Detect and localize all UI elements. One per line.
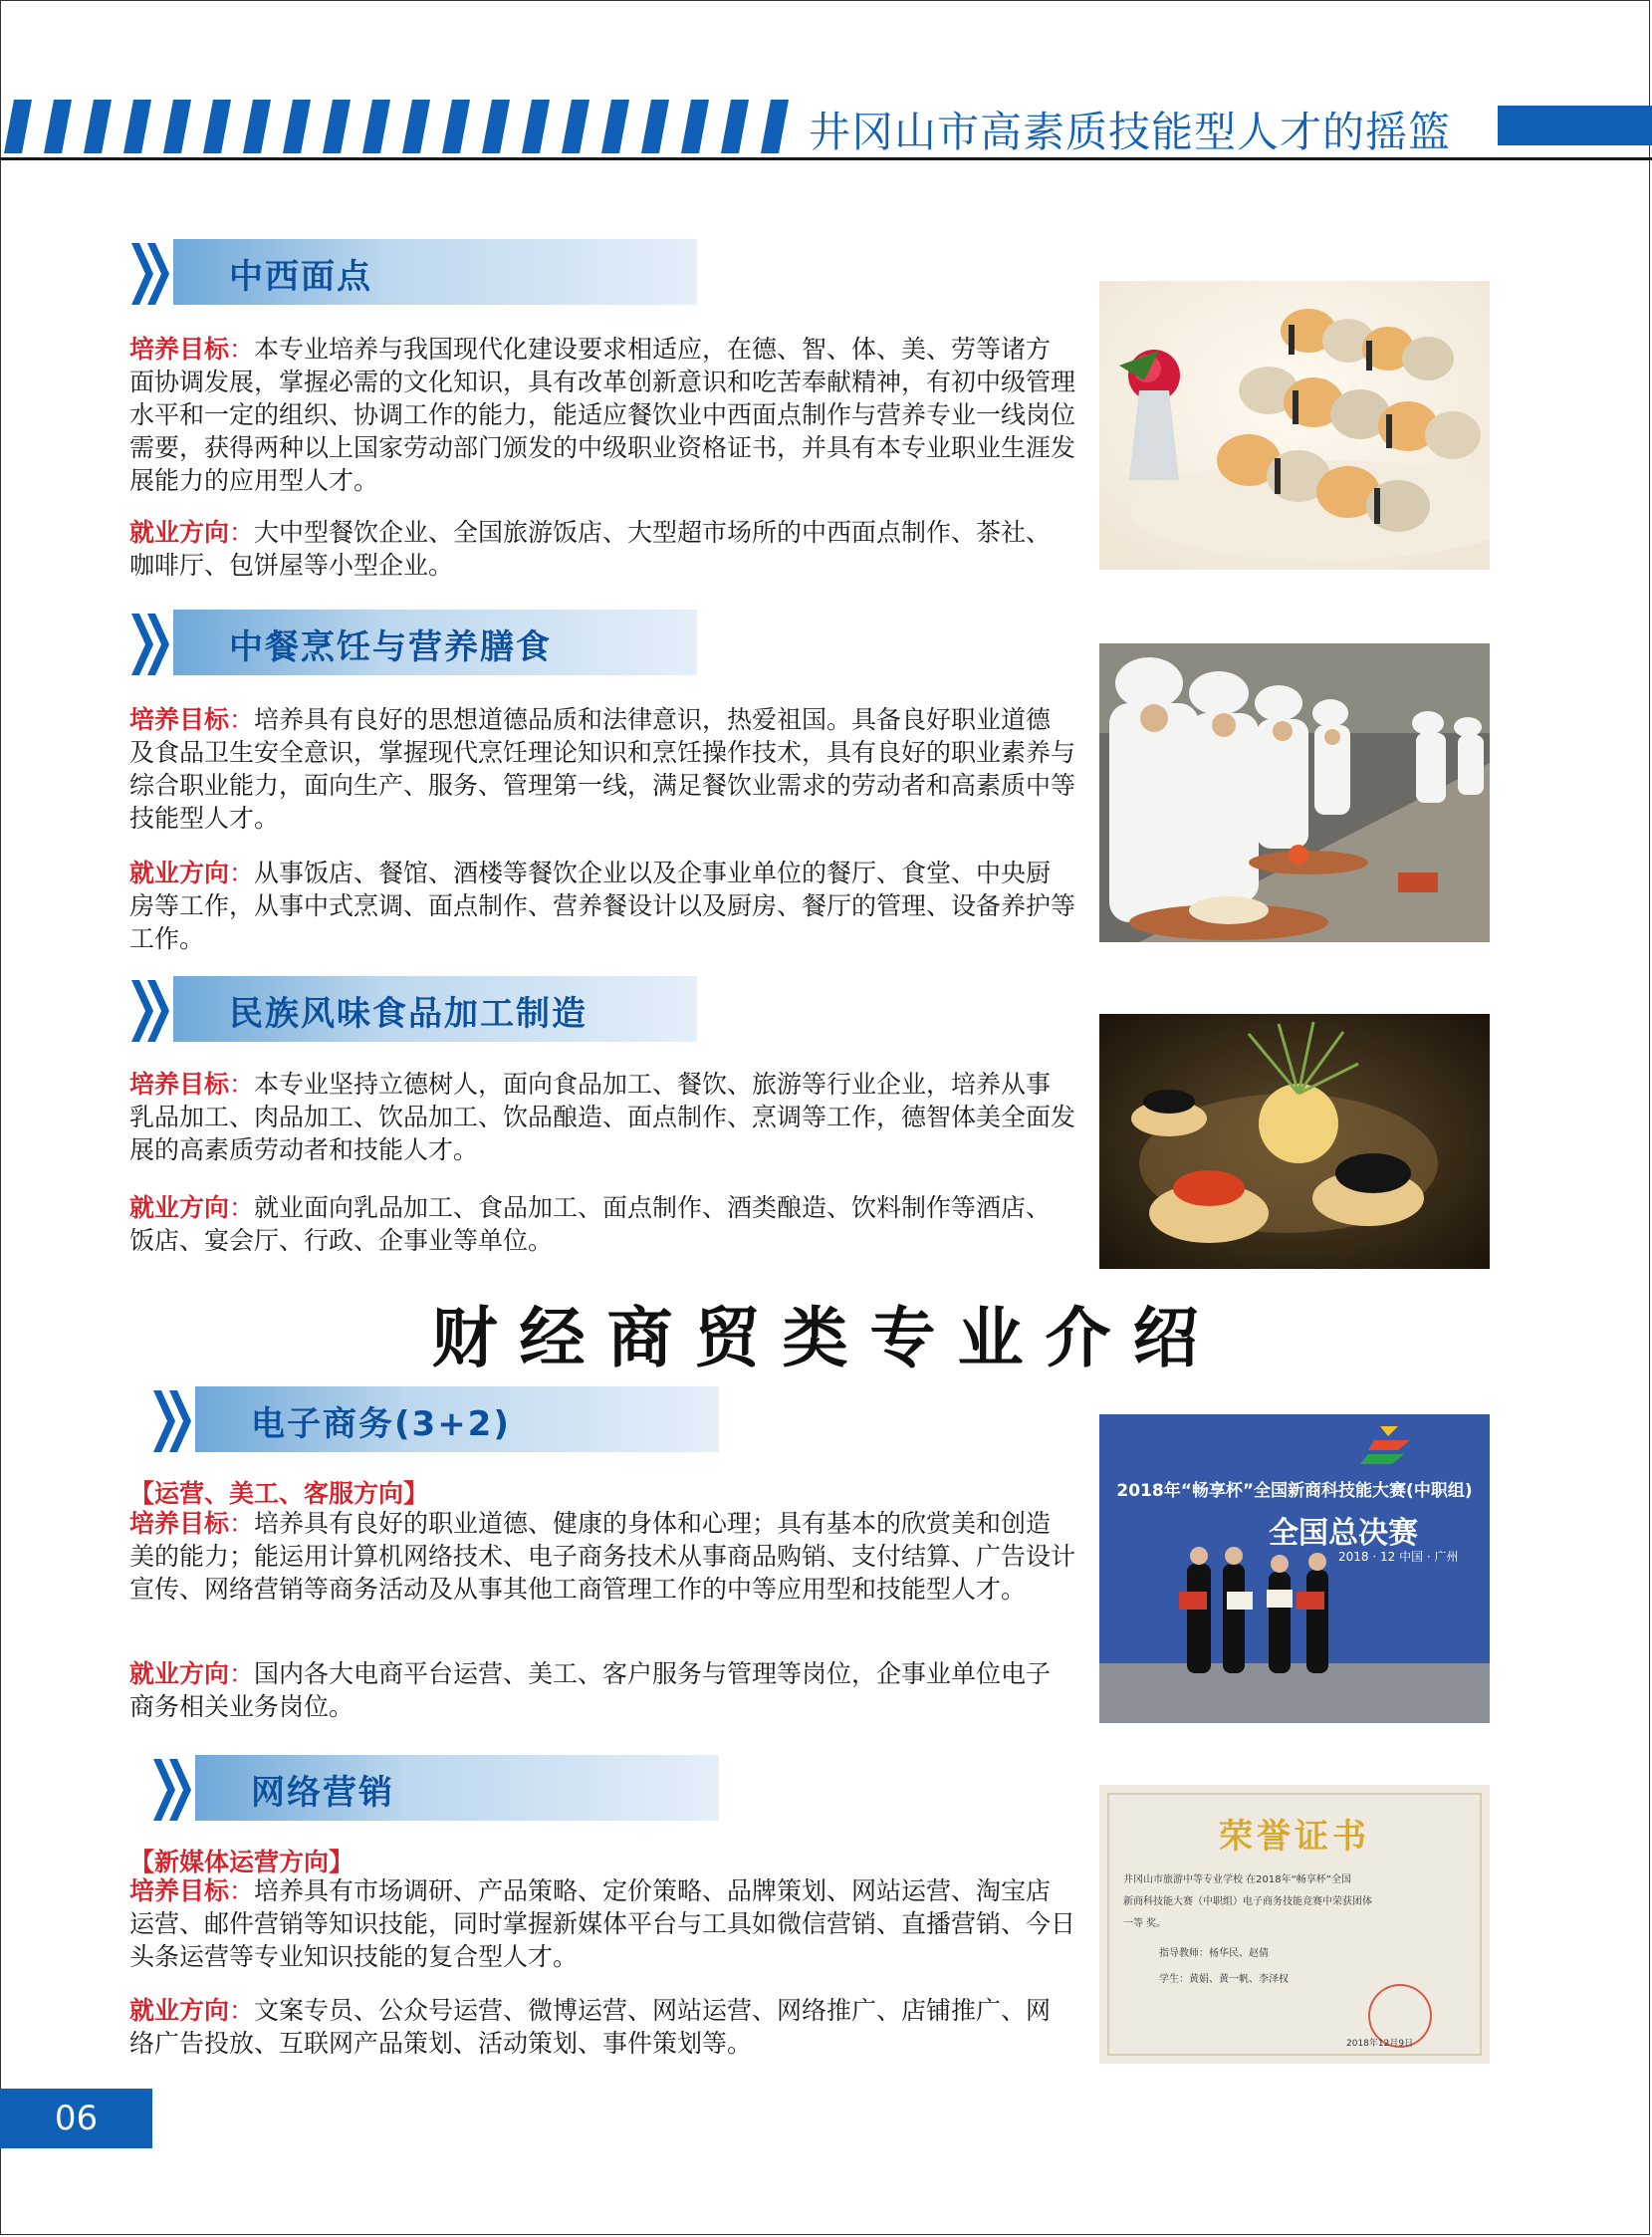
contest-banner-line1: 2018年“畅享杯”全国新商科技能大赛(中职组) [1116,1481,1473,1501]
header-accent-block [1498,106,1652,145]
double-chevron-icon [151,1390,193,1452]
header-stripe [562,100,590,153]
career-label: 就业方向 [129,859,230,887]
career-text: 文案专员、公众号运营、微博运营、网站运营、网络推广、店铺推广、网络广告投放、互联网产品策划、活动策划、事件策划等。 [129,1996,1052,2058]
goal-label: 培养目标 [129,705,230,734]
career-paragraph: 就业方向：大中型餐饮企业、全国旅游饭店、大型超市场所的中西面点制作、茶社、咖啡厅、包饼屋等小型企业。 [129,518,1052,580]
career-text: 大中型餐饮企业、全国旅游饭店、大型超市场所的中西面点制作、茶社、咖啡厅、包饼屋等小型企业。 [129,518,1052,580]
certificate-date: 2018年12月9日 [1346,2039,1414,2049]
career-text: 就业面向乳品加工、食品加工、面点制作、酒类酿造、饮料制作等酒店、饭店、宴会厅、行政、企事业等单位。 [129,1193,1052,1255]
career-paragraph: 就业方向：国内各大电商平台运营、美工、客户服务与管理等岗位，企事业单位电子商务相关业务岗位。 [129,1659,1052,1721]
double-chevron-icon [129,243,171,305]
certificate-line4: 指导教师：杨华民、赵倩 [1159,1948,1269,1959]
goal-label: 培养目标 [129,1876,230,1905]
header-stripe [641,100,669,153]
header-stripe [402,100,430,153]
header-stripe [721,100,749,153]
header-stripe [681,100,709,153]
canape-photo [1099,1014,1490,1269]
header-stripe [203,100,231,153]
double-chevron-icon [129,980,171,1042]
certificate-line1: 井冈山市旅游中等专业学校 在2018年“畅享杯”全国 [1123,1874,1351,1885]
goal-paragraph: 培养目标：本专业培养与我国现代化建设要求相适应，在德、智、体、美、劳等诸方面协调发展，掌握必需的文化知识，具有改革创新意识和吃苦奉献精神，有初中级管理水平和一定的组织、协调工作的能力，能适应餐饮业中西面点制作与营养专业一线岗位需要，获得两种以上国家劳动部门颁发的中级职业资格证书，并具有本专业职业生涯发展能力的应用型人才。 [129,335,1076,495]
header-rule [0,157,1652,160]
header-stripe [163,100,191,153]
header-stripe [44,100,72,153]
career-text: 国内各大电商平台运营、美工、客户服务与管理等岗位，企事业单位电子商务相关业务岗位。 [129,1659,1052,1721]
category-title: 财经商贸类专业介绍 [431,1299,1221,1376]
career-paragraph: 就业方向：就业面向乳品加工、食品加工、面点制作、酒类酿造、饮料制作等酒店、饭店、宴会厅、行政、企事业等单位。 [129,1193,1052,1255]
goal-text: 培养具有良好的职业道德、健康的身体和心理；具有基本的欣赏美和创造美的能力；能运用计算机网络技术、电子商务技术从事商品购销、支付结算、广告设计宣传、网络营销等商务活动及从事其他工商管理工作的中等应用型和技能型人才。 [129,1509,1076,1604]
career-label: 就业方向 [129,1193,230,1222]
direction-label: 【新媒体运营方向】 [129,1848,354,1876]
page-header [0,96,1652,157]
goal-text: 本专业培养与我国现代化建设要求相适应，在德、智、体、美、劳等诸方面协调发展，掌握必需的文化知识，具有改革创新意识和吃苦奉献精神，有初中级管理水平和一定的组织、协调工作的能力，能适应餐饮业中西面点制作与营养专业一线岗位需要，获得两种以上国家劳动部门颁发的中级职业资格证书，并具有本专业职业生涯发展能力的应用型人才。 [129,335,1076,495]
goal-label: 培养目标 [129,1509,230,1538]
contest-banner-line2: 全国总决赛 [1269,1516,1418,1551]
career-label: 就业方向 [129,1659,230,1688]
section-title: 电子商务(3+2) [251,1404,511,1444]
header-stripes [0,96,797,157]
career-text: 从事饭店、餐馆、酒楼等餐饮企业以及企事业单位的餐厅、食堂、中央厨房等工作，从事中式烹调、面点制作、营养餐设计以及厨房、餐厅的管理、设备养护等工作。 [129,859,1076,953]
header-stripe [4,100,32,153]
header-stripe [601,100,629,153]
header-stripe [84,100,112,153]
header-stripe [283,100,311,153]
certificate-photo [1099,1785,1490,2064]
career-paragraph: 就业方向：从事饭店、餐馆、酒楼等餐饮企业以及企事业单位的餐厅、食堂、中央厨房等工作，从事中式烹调、面点制作、营养餐设计以及厨房、餐厅的管理、设备养护等工作。 [129,859,1076,953]
header-stripe [442,100,470,153]
contest-photo [1099,1414,1490,1723]
double-chevron-icon [129,614,171,675]
goal-paragraph: 培养目标：本专业坚持立德树人，面向食品加工、餐饮、旅游等行业企业，培养从事乳品加工、肉品加工、饮品加工、饮品酿造、面点制作、烹调等工作，德智体美全面发展的高素质劳动者和技能人才。 [129,1070,1076,1164]
goal-paragraph: 培养目标：培养具有良好的职业道德、健康的身体和心理；具有基本的欣赏美和创造美的能力；能运用计算机网络技术、电子商务技术从事商品购销、支付结算、广告设计宣传、网络营销等商务活动及从事其他工商管理工作的中等应用型和技能型人才。 [129,1509,1076,1604]
header-stripe [362,100,390,153]
section-title: 网络营销 [251,1773,394,1813]
header-stripe [243,100,271,153]
certificate-title: 荣誉证书 [1219,1817,1370,1857]
goal-text: 培养具有市场调研、产品策略、定价策略、品牌策划、网站运营、淘宝店运营、邮件营销等知识技能，同时掌握新媒体平台与工具如微信营销、直播营销、今日头条运营等专业知识技能的复合型人才。 [129,1876,1076,1971]
goal-paragraph: 培养目标：培养具有市场调研、产品策略、定价策略、品牌策划、网站运营、淘宝店运营、邮件营销等知识技能，同时掌握新媒体平台与工具如微信营销、直播营销、今日头条运营等专业知识技能的复合型人才。 [129,1876,1076,1971]
section-title: 中西面点 [229,257,372,297]
header-stripe [522,100,550,153]
pastry-photo [1099,281,1490,570]
goal-label: 培养目标 [129,1070,230,1099]
contest-banner-line3: 2018 · 12 中国 · 广州 [1338,1550,1459,1564]
career-label: 就业方向 [129,1996,230,2025]
cooking-class-photo [1099,643,1490,942]
header-stripe [761,100,789,153]
section-title: 民族风味食品加工制造 [229,994,588,1034]
header-stripe [482,100,510,153]
goal-text: 培养具有良好的思想道德品质和法律意识，热爱祖国。具备良好职业道德及食品卫生安全意识，掌握现代烹饪理论知识和烹饪操作技术，具有良好的职业素养与综合职业能力，面向生产、服务、管理第一线，满足餐饮业需求的劳动者和高素质中等技能型人才。 [129,705,1076,833]
header-stripe [323,100,351,153]
double-chevron-icon [151,1759,193,1821]
certificate-line3: 一等 奖。 [1123,1918,1167,1929]
header-stripe [123,100,151,153]
direction-label: 【运营、美工、客服方向】 [129,1479,429,1508]
section-title: 中餐烹饪与营养膳食 [229,627,552,667]
goal-label: 培养目标 [129,335,230,364]
certificate-line2: 新商科技能大赛（中职组）电子商务技能竞赛中荣获团体 [1123,1896,1372,1907]
page-number: 06 [0,2089,152,2148]
certificate-line5: 学生：黄娟、黄一帆、李泽权 [1159,1974,1289,1985]
career-paragraph: 就业方向：文案专员、公众号运营、微博运营、网站运营、网络推广、店铺推广、网络广告投放、互联网产品策划、活动策划、事件策划等。 [129,1996,1052,2058]
goal-paragraph: 培养目标：培养具有良好的思想道德品质和法律意识，热爱祖国。具备良好职业道德及食品卫生安全意识，掌握现代烹饪理论知识和烹饪操作技术，具有良好的职业素养与综合职业能力，面向生产、服务、管理第一线，满足餐饮业需求的劳动者和高素质中等技能型人才。 [129,705,1076,833]
goal-text: 本专业坚持立德树人，面向食品加工、餐饮、旅游等行业企业，培养从事乳品加工、肉品加工、饮品加工、饮品酿造、面点制作、烹调等工作，德智体美全面发展的高素质劳动者和技能人才。 [129,1070,1076,1164]
career-label: 就业方向 [129,518,230,547]
header-title: 井冈山市高素质技能型人才的摇篮 [809,108,1452,156]
